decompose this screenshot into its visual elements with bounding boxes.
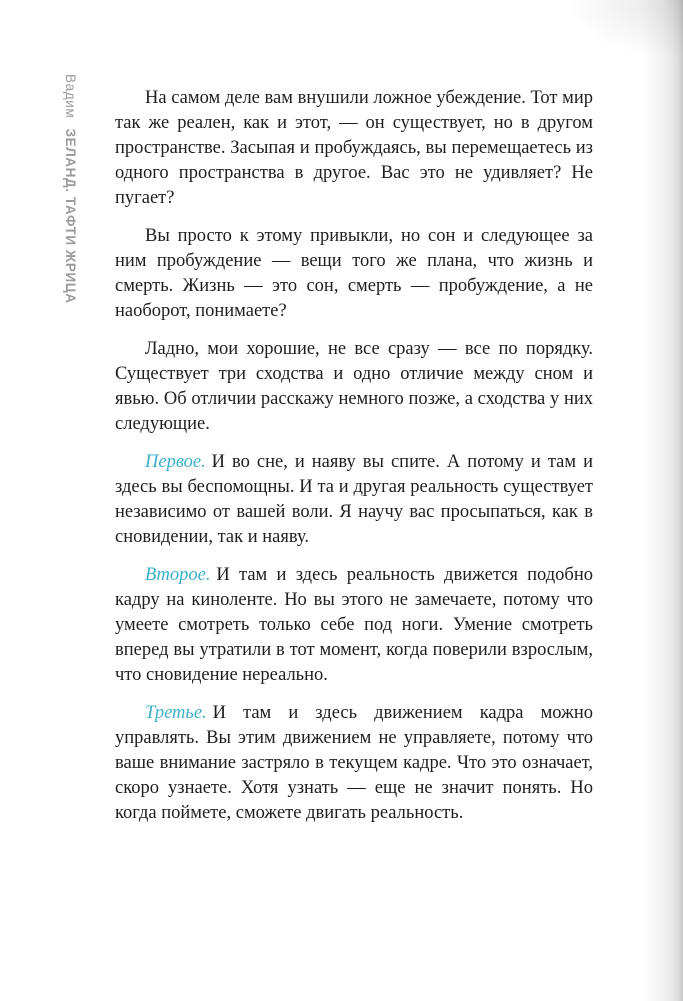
paragraph (115, 701, 593, 826)
paragraph-lead-word: Первое. (145, 452, 206, 472)
spine-author-name: Вадим (63, 74, 78, 119)
page-corner-shadow (563, 0, 683, 60)
paragraph (115, 224, 593, 324)
paragraph-text: На самом деле вам внушили ложное убеждение. Тот мир так же реален, как и этот, — он существует, но в другом пространстве. Засыпая и пробуждаясь, вы перемещаетесь из одного пространства в другое. Вас это не удивляет? Не пугает? (115, 88, 593, 208)
paragraph-text: И во сне, и наяву вы спите. А потому и там и здесь вы беспомощны. И та и другая реальность существует независимо от вашей воли. Я научу вас просыпаться, как в сновидении, так и наяву. (115, 452, 593, 547)
spine-book-title: ЗЕЛАНД. ТАФТИ ЖРИЦА (63, 128, 78, 304)
paragraph-text: И там и здесь движением кадра можно управлять. Вы этим движением не управляете, потому что ваше внимание застряло в текущем кадре. Что это означает, скоро узнаете. Хотя узнать — еще не значит понять. Но когда поймете, сможете двигать реальность. (115, 703, 593, 823)
page-text-block (115, 86, 593, 839)
spine-running-title (63, 74, 78, 304)
paragraph (115, 450, 593, 550)
page-edge-shadow (641, 0, 683, 1001)
paragraph (115, 337, 593, 437)
paragraph-text: Ладно, мои хорошие, не все сразу — все по порядку. Существует три сходства и одно отличие между сном и явью. Об отличии расскажу немного позже, а сходства у них следующие. (115, 339, 593, 434)
paragraph (115, 86, 593, 211)
paragraph-lead-word: Третье. (145, 703, 207, 723)
paragraph-lead-word: Второе. (145, 565, 211, 585)
paragraph-text: И там и здесь реальность движется подобно кадру на киноленте. Но вы этого не замечаете, потому что умеете смотреть только себе под ноги. Умение смотреть вперед вы утратили в тот момент, когда поверили взрослым, что сновидение нереально. (115, 565, 593, 685)
paragraph (115, 563, 593, 688)
paragraph-text: Вы просто к этому привыкли, но сон и следующее за ним пробуждение — вещи того же плана, что жизнь и смерть. Жизнь — это сон, смерть — пробуждение, а не наоборот, понимаете? (115, 226, 593, 321)
